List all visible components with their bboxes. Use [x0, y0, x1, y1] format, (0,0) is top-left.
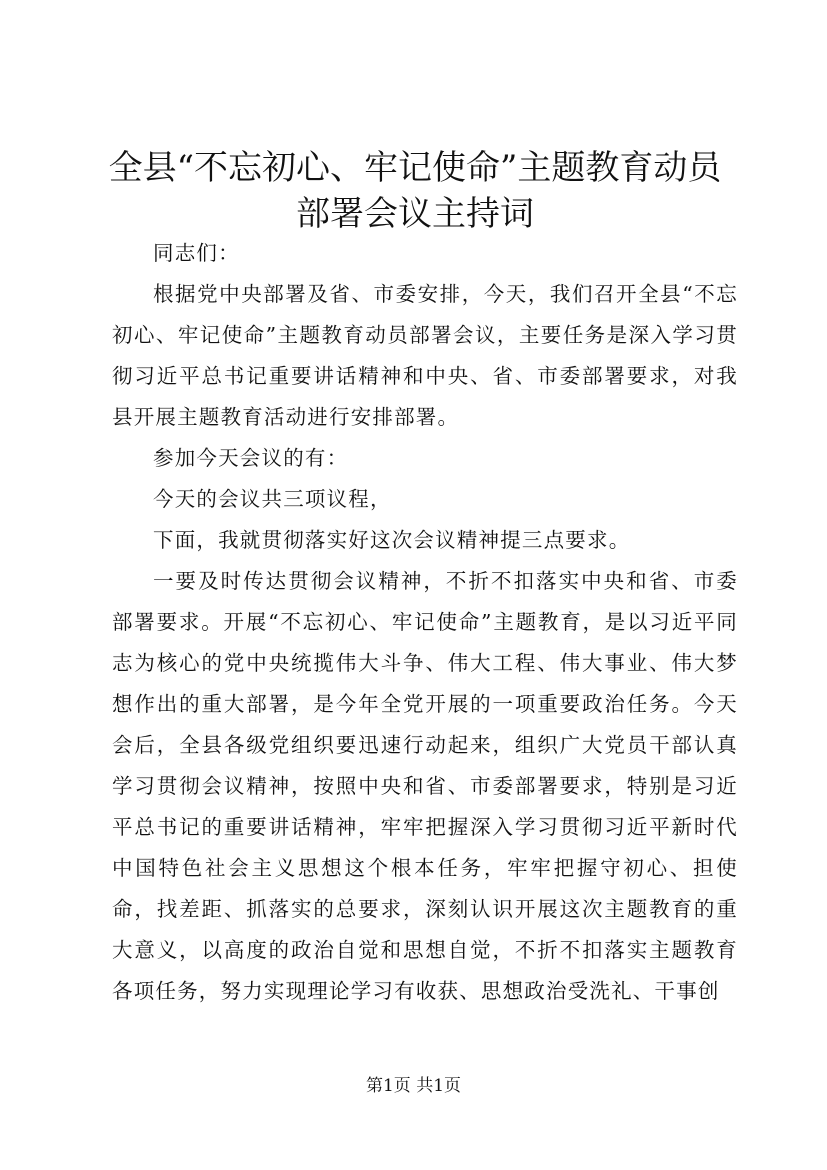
paragraph-introduction: 根据党中央部署及省、市委安排，今天，我们召开全县“不忘初心、牢记使命”主题教育动员部署会议，主要任务是深入学习贯彻习近平总书记重要讲话精神和中央、省、市委部署要求，对我县开展主题教育活动进行安排部署。 — [112, 282, 738, 429]
document-body — [112, 233, 738, 1012]
page-footer: 第1页 共1页 — [365, 1076, 462, 1096]
paragraph-attendees: 参加今天会议的有： — [153, 446, 349, 470]
paragraph-first-requirement: 一要及时传达贯彻会议精神，不折不扣落实中央和省、市委部署要求。开展“不忘初心、牢记使命”主题教育，是以习近平同志为核心的党中央统揽伟大斗争、伟大工程、伟大事业、伟大梦想作出的重大部署，是今年全党开展的一项重要政治任务。今天会后，全县各级党组织要迅速行动起来，组织广大党员干部认真学习贯彻会议精神，按照中央和省、市委部署要求，特别是习近平总书记的重要讲话精神，牢牢把握深入学习贯彻习近平新时代中国特色社会主义思想这个根本任务，牢牢把握守初心、担使命，找差距、抓落实的总要求，深刻认识开展这次主题教育的重大意义，以高度的政治自觉和思想自觉，不折不扣落实主题教育各项任务，努力实现理论学习有收获、思想政治受洗礼、干事创 — [112, 569, 738, 1003]
paragraph-requirements-intro: 下面，我就贯彻落实好这次会议精神提三点要求。 — [153, 528, 631, 552]
paragraph-greeting: 同志们： — [153, 241, 240, 265]
document-title: 全县“不忘初心、牢记使命”主题教育动员部署会议主持词 — [108, 148, 722, 234]
paragraph-agenda: 今天的会议共三项议程， — [153, 487, 392, 511]
